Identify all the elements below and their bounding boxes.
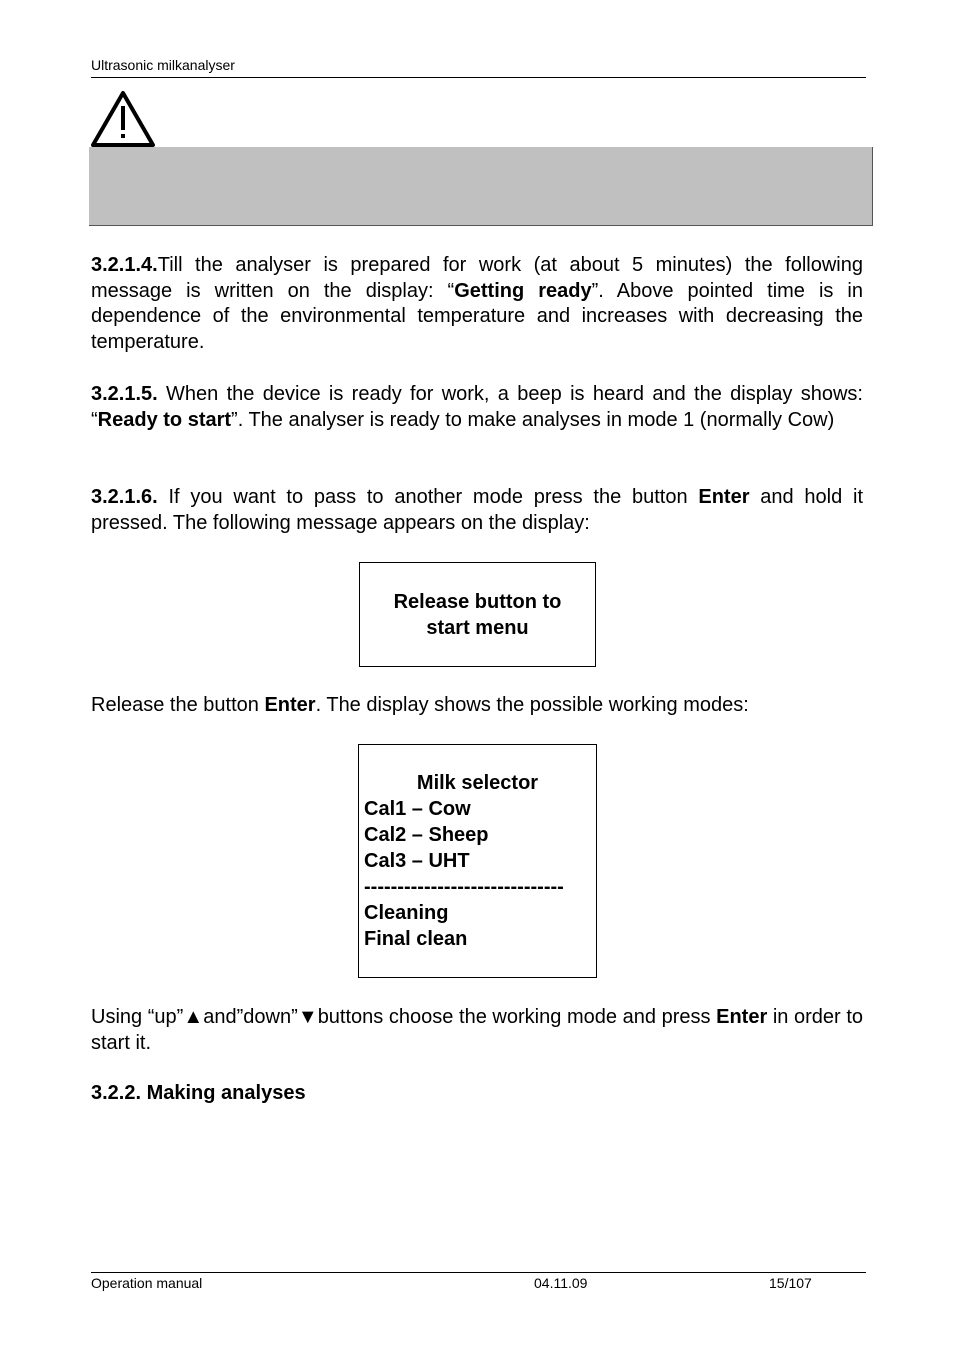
- paragraph-text: If you want to pass to another mode press the button: [157, 486, 699, 508]
- paragraph-number: 3.2.1.5.: [91, 383, 158, 405]
- menu-item-cal2: Cal2 – Sheep: [364, 824, 489, 846]
- paragraph-text: and hold it pressed. The following message appears on the display:: [91, 486, 863, 534]
- paragraph-text: in order to start it.: [91, 1006, 864, 1054]
- paragraph-text: ”. Above pointed time is in dependence of the environmental temperature and increases with decreasing the temperature.: [91, 279, 863, 353]
- paragraph-text: ”. The analyser is ready to make analyses in mode 1 (normally Cow): [231, 408, 835, 431]
- footer-date: 04.11.09: [534, 1275, 588, 1291]
- paragraph-choose-mode: [91, 1005, 863, 1056]
- paragraph-text: buttons choose the working mode and press: [317, 1006, 717, 1028]
- warning-triangle-icon: [90, 90, 156, 148]
- paragraph-number: 3.2.1.4.: [91, 254, 158, 276]
- button-name-enter: Enter: [698, 486, 750, 508]
- display-title: Milk selector: [416, 772, 539, 794]
- paragraph-text: Till the analyser is prepared for work (at about 5 minutes) the following message is written on the display: “: [91, 254, 863, 302]
- footer-page-number: 15/107: [769, 1275, 812, 1291]
- paragraph-text: . The display shows the possible working modes:: [315, 694, 749, 716]
- paragraph-text: and”down”: [203, 1006, 298, 1028]
- message-ready-to-start: Ready to start: [97, 408, 232, 431]
- menu-separator: ------------------------------: [364, 876, 564, 898]
- button-name-enter: Enter: [716, 1006, 768, 1028]
- display-release-button: [359, 562, 596, 667]
- paragraph-text: When the device is ready for work, a beep is heard and the display shows: “: [91, 383, 863, 431]
- footer-doc-title: Operation manual: [91, 1275, 203, 1291]
- paragraph-number: 3.2.1.6.: [91, 486, 158, 508]
- paragraph-release-enter: [91, 693, 863, 719]
- menu-item-cal3: Cal3 – UHT: [364, 850, 470, 872]
- message-getting-ready: Getting ready: [454, 279, 592, 302]
- menu-item-cleaning: Cleaning: [364, 902, 449, 924]
- up-arrow-icon: ▲: [183, 1006, 204, 1028]
- down-arrow-icon: ▼: [297, 1006, 318, 1028]
- display-line: start menu: [426, 617, 529, 639]
- warning-note-box: [89, 147, 873, 226]
- footer-rule: [91, 1272, 866, 1273]
- running-header: Ultrasonic milkanalyser: [91, 57, 235, 73]
- header-rule: [91, 77, 866, 78]
- menu-item-cal1: Cal1 – Cow: [364, 798, 471, 820]
- paragraph-text: Using “up”: [91, 1006, 184, 1028]
- display-milk-selector: [358, 744, 597, 978]
- paragraph-text: Release the button: [91, 694, 265, 716]
- display-line: Release button to: [393, 591, 562, 613]
- paragraph-3-2-1-6: [91, 485, 863, 536]
- section-heading: 3.2.2. Making analyses: [91, 1082, 306, 1104]
- paragraph-3-2-1-5: [91, 382, 863, 433]
- menu-item-final-clean: Final clean: [364, 928, 468, 950]
- paragraph-3-2-1-4: [91, 253, 863, 355]
- button-name-enter: Enter: [264, 694, 316, 716]
